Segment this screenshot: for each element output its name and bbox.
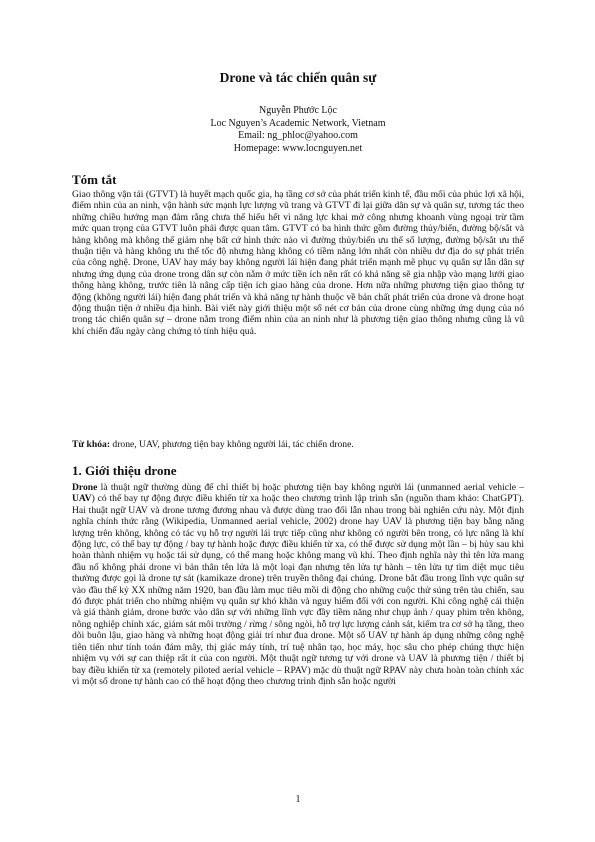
author-affiliation: Loc Nguyen’s Academic Network, Vietnam (210, 117, 386, 129)
paper-title: Drone và tác chiến quân sự (219, 70, 377, 85)
abstract-text: Giao thông vận tải (GTVT) là huyết mạch quốc gia, hạ tầng cơ sở của phát triển kinh tế, đầu mối của phúc lợi xã hội, điểm nhìn của an ninh, vận hành sức mạnh lực lượng vũ trang và GTVT đi lại giữa dân sự và quân sự, tương tác theo những chiều hướng mạn đảm rằng chưa thể hiểu hết vì năng lực khai mở công nhưng khoanh vùng ngoại trừ tầm mức quan trọng của GTVT luôn phải được quan tâm. GTVT có ba hình thức gồm đường thủy/biển, đường bộ/sắt và hàng không mà không thể giảm nhẹ bất cứ hình thức nào vì đường thủy/biển ưu thế số lượng, đường bộ/sắt ưu thế thuận tiện và hàng không ưu thế tốc độ nhưng hàng không có tiềm năng lớn nhất còn nhiều dư địa do sự phát triển của công nghệ. Drone, UAV hay máy bay không người lái hiện đang phát triển mạnh mẽ phục vụ quân sự lẫn dân sự nhưng ứng dụng của drone trong dân sự còn nằm ở mức tiền ích nên rất có khả năng sẽ gia nhập vào mạng lưới giao thông hàng không, trước tiên là nâng cấp tiện ích giao hàng của drone. Hơn nữa những phương tiện giao thông tự động (không người lái) hiện đang phát triển và khả năng tự hành thuộc về bản chất phát triển của drone và drone hoạt động thuận tiện ở nhiều địa hình. Bài viết này giới thiệu một số nét cơ bản của drone cùng những ứng dụng của nó trong tác chiến quân sự – drone nằm trong điểm nhìn của an ninh như là phương tiện giao thông nhưng cũng là vũ khí chiến đấu ngày càng chứng tỏ tính hiệu quả. (72, 189, 524, 337)
author-homepage: Homepage: www.locnguyen.net (233, 142, 363, 154)
author-block (72, 105, 524, 155)
lead-word: Drone (72, 482, 98, 493)
uav-term: UAV (72, 493, 92, 505)
keywords-line (72, 439, 524, 450)
section-text-b: ) có thể bay tự động được điều khiển từ xa hoặc theo chương trình lập trình sẵn (nguồn tham khảo: ChatGPT). Hai thuật ngữ UAV và drone tương đương nhau và được dùng trao đổi lẫn nhau trong bài nghiên cứu này. Một định nghĩa chính thức rằng (Wikipedia, Unmanned aerial vehicle, 2002) drone hay UAV là phương tiện bay bằng năng lượng trên không, không có tác vụ hỗ trợ người lái trực tiếp cũng như không có người bên trong, có lực nâng là khí động lực, có thể bay tự động / bay tự hành hoặc được điều khiển từ xa, có thể được sử dụng một lần – bị hủy sau khi hoàn thành nhiệm vụ hoặc tái sử dụng, có thể mang hoặc không mang vũ khí. Theo định nghĩa này thì tên lửa mang đầu nổ không phải drone vì bản thân tên lửa là một loại đạn nhưng tên lửa tự hành – tên lửa tự tìm diệt mục tiêu thường được gọi là drone tự sát (kamikaze drone) trên truyền thông đại chúng. Drone bắt đầu trong lĩnh vực quân sự vào đầu thế kỷ XX những năm 1920, ban đầu làm mục tiêu mồi di động cho những cuộc thử súng trên tàu chiến, sau đó được phát triển cho những nhiệm vụ quân sự khó khăn và nguy hiểm đối với con người. Khi công nghệ cải thiện và giá thành giảm, drone bước vào dân sự với những lĩnh vực đầy tiềm năng như chụp ảnh / quay phim trên không, nông nghiệp chính xác, giám sát môi trường / rừng / sông ngòi, hỗ trợ lực lượng cảnh sát, kiểm tra cơ sở hạ tầng, theo dõi buôn lậu, giao hàng và những hoạt động giải trí như đua drone. Một số UAV tự hành áp dụng những công nghệ tiên tiến như tính toán đám mây, thị giác máy tính, trí tuệ nhân tạo, học máy, học sâu cho phép chúng thực hiện nhiệm vụ với sự can thiệp rất ít của con người. Một thuật ngữ tương tự với drone và UAV là phương tiện / thiết bị bay điều khiển từ xa (remotely piloted aerial vehicle – RPAV) mặc dù thuật ngữ RPAV này chưa hoàn toàn chính xác vì một số drone tự hành cao có thể hoạt động theo chương trình định sẵn hoặc người (72, 493, 524, 687)
page-number: 1 (295, 794, 301, 805)
section-heading: 1. Giới thiệu drone (72, 463, 177, 478)
section-text-a: là thuật ngữ thường dùng để chỉ thiết bị hoặc phương tiện bay không người lái (unmanned aerial vehicle – (97, 482, 524, 493)
section-text (72, 482, 524, 687)
keywords-label: Từ khóa: (72, 439, 111, 450)
keywords-text: drone, UAV, phương tiện bay không người lái, tác chiến drone. (110, 439, 354, 450)
author-name: Nguyễn Phước Lộc (259, 105, 337, 116)
author-email: Email: ng_phloc@yahoo.com (238, 130, 358, 141)
abstract-heading: Tóm tắt (72, 172, 117, 187)
